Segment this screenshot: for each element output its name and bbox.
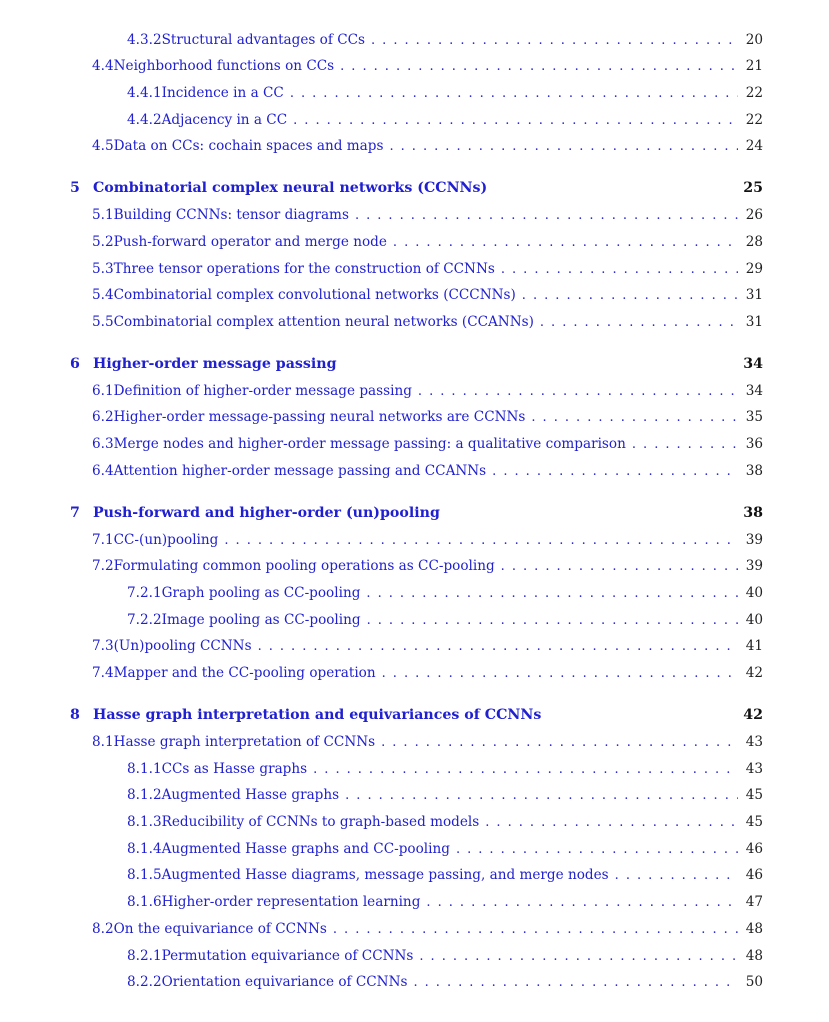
toc-page-number: 20 (745, 32, 763, 48)
toc-page-number: 26 (745, 207, 763, 223)
toc-dot-leader (413, 975, 737, 990)
toc-entry-number: 6.2 (92, 409, 114, 425)
toc-page-number: 34 (745, 383, 763, 399)
toc-entry-title[interactable]: Definition of higher-order message passing (113, 383, 412, 399)
toc-dot-leader (382, 666, 738, 681)
toc-page-number: 22 (745, 112, 763, 128)
toc-entry-number: 8.1.5 (127, 867, 162, 883)
toc-entry-number: 6.4 (92, 463, 114, 479)
toc-entry-title[interactable]: Higher-order message-passing neural networks are CCNNs (113, 409, 526, 425)
toc-entry-title[interactable]: Reducibility of CCNNs to graph-based models (161, 814, 480, 830)
toc-chapter-entry[interactable] (70, 505, 763, 527)
toc-dot-leader (333, 922, 738, 937)
toc-page-number: 34 (743, 356, 763, 372)
toc-subsection-entry[interactable] (127, 585, 763, 607)
toc-page-number: 45 (745, 787, 763, 803)
toc-page-number: 45 (745, 814, 763, 830)
toc-entry-number: 5.1 (92, 207, 114, 223)
toc-section-entry[interactable] (92, 532, 763, 554)
toc-section-entry[interactable] (92, 58, 763, 80)
toc-section-entry[interactable] (92, 234, 763, 256)
toc-page-number: 46 (745, 841, 763, 857)
toc-dot-leader (522, 288, 738, 303)
toc-entry-title[interactable]: Higher-order message passing (93, 356, 337, 372)
toc-dot-leader (366, 586, 737, 601)
toc-entry-number: 7 (70, 505, 80, 521)
toc-page-number: 39 (745, 558, 763, 574)
toc-page-number: 46 (745, 867, 763, 883)
toc-entry-title[interactable]: Mapper and the CC-pooling operation (113, 665, 376, 681)
toc-entry-number: 6.1 (92, 383, 114, 399)
toc-dot-leader (345, 788, 738, 803)
toc-page-number: 25 (743, 180, 763, 196)
toc-entry-title[interactable]: Combinatorial complex neural networks (CCNNs) (93, 180, 488, 196)
toc-section-entry[interactable] (92, 261, 763, 283)
toc-entry-title[interactable]: Combinatorial complex convolutional networks (CCCNNs) (113, 287, 516, 303)
toc-section-entry[interactable] (92, 287, 763, 309)
toc-entry-title[interactable]: Graph pooling as CC-pooling (161, 585, 361, 601)
toc-subsection-entry[interactable] (127, 974, 763, 996)
toc-dot-leader (290, 86, 738, 101)
toc-entry-number: 7.1 (92, 532, 114, 548)
toc-entry-title[interactable]: Permutation equivariance of CCNNs (161, 948, 414, 964)
toc-entry-title[interactable]: Adjacency in a CC (161, 112, 288, 128)
toc-entry-title[interactable]: On the equivariance of CCNNs (113, 921, 327, 937)
toc-entry-number: 8.1.2 (127, 787, 162, 803)
toc-page-number: 47 (745, 894, 763, 910)
toc-section-entry[interactable] (92, 734, 763, 756)
toc-subsection-entry[interactable] (127, 948, 763, 970)
toc-page-number: 24 (745, 138, 763, 154)
toc-entry-title[interactable]: Orientation equivariance of CCNNs (161, 974, 408, 990)
toc-page-number: 42 (745, 665, 763, 681)
toc-entry-number: 5.5 (92, 314, 114, 330)
toc-subsection-entry[interactable] (127, 32, 763, 54)
toc-dot-leader (501, 559, 738, 574)
toc-dot-leader (224, 533, 737, 548)
toc-entry-number: 8.2 (92, 921, 114, 937)
toc-entry-title[interactable]: Neighborhood functions on CCs (113, 58, 335, 74)
toc-page-number: 22 (745, 85, 763, 101)
toc-entry-title[interactable]: Incidence in a CC (161, 85, 284, 101)
toc-dot-leader (485, 815, 737, 830)
toc-page-number: 40 (745, 585, 763, 601)
toc-entry-number: 8.1.6 (127, 894, 162, 910)
toc-entry-title[interactable]: Building CCNNs: tensor diagrams (113, 207, 349, 223)
toc-dot-leader (492, 464, 738, 479)
toc-subsection-entry[interactable] (127, 85, 763, 107)
toc-entry-number: 8.1 (92, 734, 114, 750)
toc-entry-number: 5.3 (92, 261, 114, 277)
toc-page-number: 38 (743, 505, 763, 521)
toc-dot-leader (355, 208, 738, 223)
toc-dot-leader (632, 437, 738, 452)
toc-entry-number: 4.4 (92, 58, 114, 74)
toc-subsection-entry[interactable] (127, 612, 763, 634)
toc-entry-number: 8.2.1 (127, 948, 162, 964)
toc-page-number: 40 (745, 612, 763, 628)
toc-entry-title[interactable]: Structural advantages of CCs (161, 32, 365, 48)
toc-entry-title[interactable]: Formulating common pooling operations as CC-pooling (113, 558, 495, 574)
toc-dot-leader (313, 762, 738, 777)
toc-entry-title[interactable]: (Un)pooling CCNNs (113, 638, 252, 654)
toc-section-entry[interactable] (92, 207, 763, 229)
toc-page-number: 21 (745, 58, 763, 74)
toc-dot-leader (367, 613, 738, 628)
toc-entry-number: 7.3 (92, 638, 114, 654)
toc-entry-number: 7.2.2 (127, 612, 162, 628)
toc-chapter-entry[interactable] (70, 356, 763, 378)
toc-section-entry[interactable] (92, 665, 763, 687)
toc-section-entry[interactable] (92, 138, 763, 160)
toc-dot-leader (381, 735, 738, 750)
toc-page-number: 43 (745, 734, 763, 750)
toc-dot-leader (419, 949, 737, 964)
toc-entry-number: 4.4.2 (127, 112, 162, 128)
toc-page-number: 35 (745, 409, 763, 425)
toc-dot-leader (371, 33, 738, 48)
toc-entry-number: 4.5 (92, 138, 114, 154)
toc-page-number: 43 (745, 761, 763, 777)
toc-section-entry[interactable] (92, 921, 763, 943)
toc-entry-title[interactable]: Hasse graph interpretation of CCNNs (113, 734, 376, 750)
toc-entry-title[interactable]: Push-forward operator and merge node (113, 234, 387, 250)
toc-subsection-entry[interactable] (127, 112, 763, 134)
toc-section-entry[interactable] (92, 558, 763, 580)
toc-entry-title[interactable]: Image pooling as CC-pooling (161, 612, 361, 628)
toc-subsection-entry[interactable] (127, 761, 763, 783)
toc-subsection-entry[interactable] (127, 787, 763, 809)
toc-dot-leader (389, 139, 737, 154)
toc-entry-number: 8.1.4 (127, 841, 162, 857)
toc-entry-number: 5.2 (92, 234, 114, 250)
toc-page-number: 31 (745, 314, 763, 330)
toc-page-number: 29 (745, 261, 763, 277)
toc-entry-number: 7.2 (92, 558, 114, 574)
toc-entry-number: 7.4 (92, 665, 114, 681)
toc-chapter-entry[interactable] (70, 707, 763, 729)
toc-entry-number: 6.3 (92, 436, 114, 452)
toc-page-number: 31 (745, 287, 763, 303)
toc-page-number: 36 (745, 436, 763, 452)
toc-dot-leader (258, 639, 738, 654)
toc-page-number: 42 (743, 707, 763, 723)
toc-entry-title[interactable]: CC-(un)pooling (113, 532, 219, 548)
toc-entry-number: 7.2.1 (127, 585, 162, 601)
toc-dot-leader (426, 895, 737, 910)
toc-page-number: 39 (745, 532, 763, 548)
toc-entry-title[interactable]: Data on CCs: cochain spaces and maps (113, 138, 384, 154)
toc-entry-number: 8 (70, 707, 80, 723)
toc-entry-number: 6 (70, 356, 80, 372)
toc-entry-title[interactable]: Merge nodes and higher-order message passing: a qualitative comparison (113, 436, 626, 452)
toc-dot-leader (456, 842, 738, 857)
toc-section-entry[interactable] (92, 383, 763, 405)
toc-page-number: 38 (745, 463, 763, 479)
toc-entry-number: 4.4.1 (127, 85, 162, 101)
toc-page-number: 50 (745, 974, 763, 990)
toc-dot-leader (540, 315, 738, 330)
toc-section-entry[interactable] (92, 409, 763, 431)
toc-dot-leader (615, 868, 738, 883)
toc-entry-title[interactable]: Attention higher-order message passing and CCANNs (113, 463, 487, 479)
toc-dot-leader (393, 235, 738, 250)
toc-chapter-entry[interactable] (70, 180, 763, 202)
toc-entry-number: 8.1.3 (127, 814, 162, 830)
toc-dot-leader (531, 410, 737, 425)
toc-dot-leader (501, 262, 738, 277)
toc-entry-title[interactable]: CCs as Hasse graphs (161, 761, 308, 777)
toc-entry-number: 5.4 (92, 287, 114, 303)
toc-subsection-entry[interactable] (127, 894, 763, 916)
toc-page-number: 48 (745, 948, 763, 964)
toc-entry-title[interactable]: Augmented Hasse graphs (161, 787, 340, 803)
toc-entry-title[interactable]: Augmented Hasse graphs and CC-pooling (161, 841, 450, 857)
toc-dot-leader (340, 59, 738, 74)
toc-section-entry[interactable] (92, 436, 763, 458)
toc-subsection-entry[interactable] (127, 814, 763, 836)
toc-entry-title[interactable]: Three tensor operations for the construction of CCNNs (113, 261, 495, 277)
toc-entry-title[interactable]: Higher-order representation learning (161, 894, 421, 910)
toc-entry-number: 4.3.2 (127, 32, 162, 48)
toc-page-number: 48 (745, 921, 763, 937)
toc-page-number: 41 (745, 638, 763, 654)
toc-entry-number: 8.2.2 (127, 974, 162, 990)
toc-entry-title[interactable]: Combinatorial complex attention neural networks (CCANNs) (113, 314, 534, 330)
toc-section-entry[interactable] (92, 314, 763, 336)
toc-entry-number: 8.1.1 (127, 761, 162, 777)
toc-section-entry[interactable] (92, 638, 763, 660)
toc-entry-title[interactable]: Hasse graph interpretation and equivariances of CCNNs (93, 707, 542, 723)
toc-entry-title[interactable]: Push-forward and higher-order (un)pooling (93, 505, 440, 521)
toc-subsection-entry[interactable] (127, 841, 763, 863)
toc-entry-title[interactable]: Augmented Hasse diagrams, message passing, and merge nodes (161, 867, 609, 883)
toc-dot-leader (293, 113, 738, 128)
toc-page-number: 28 (745, 234, 763, 250)
toc-section-entry[interactable] (92, 463, 763, 485)
toc-dot-leader (418, 384, 738, 399)
toc-subsection-entry[interactable] (127, 867, 763, 889)
toc-entry-number: 5 (70, 180, 80, 196)
